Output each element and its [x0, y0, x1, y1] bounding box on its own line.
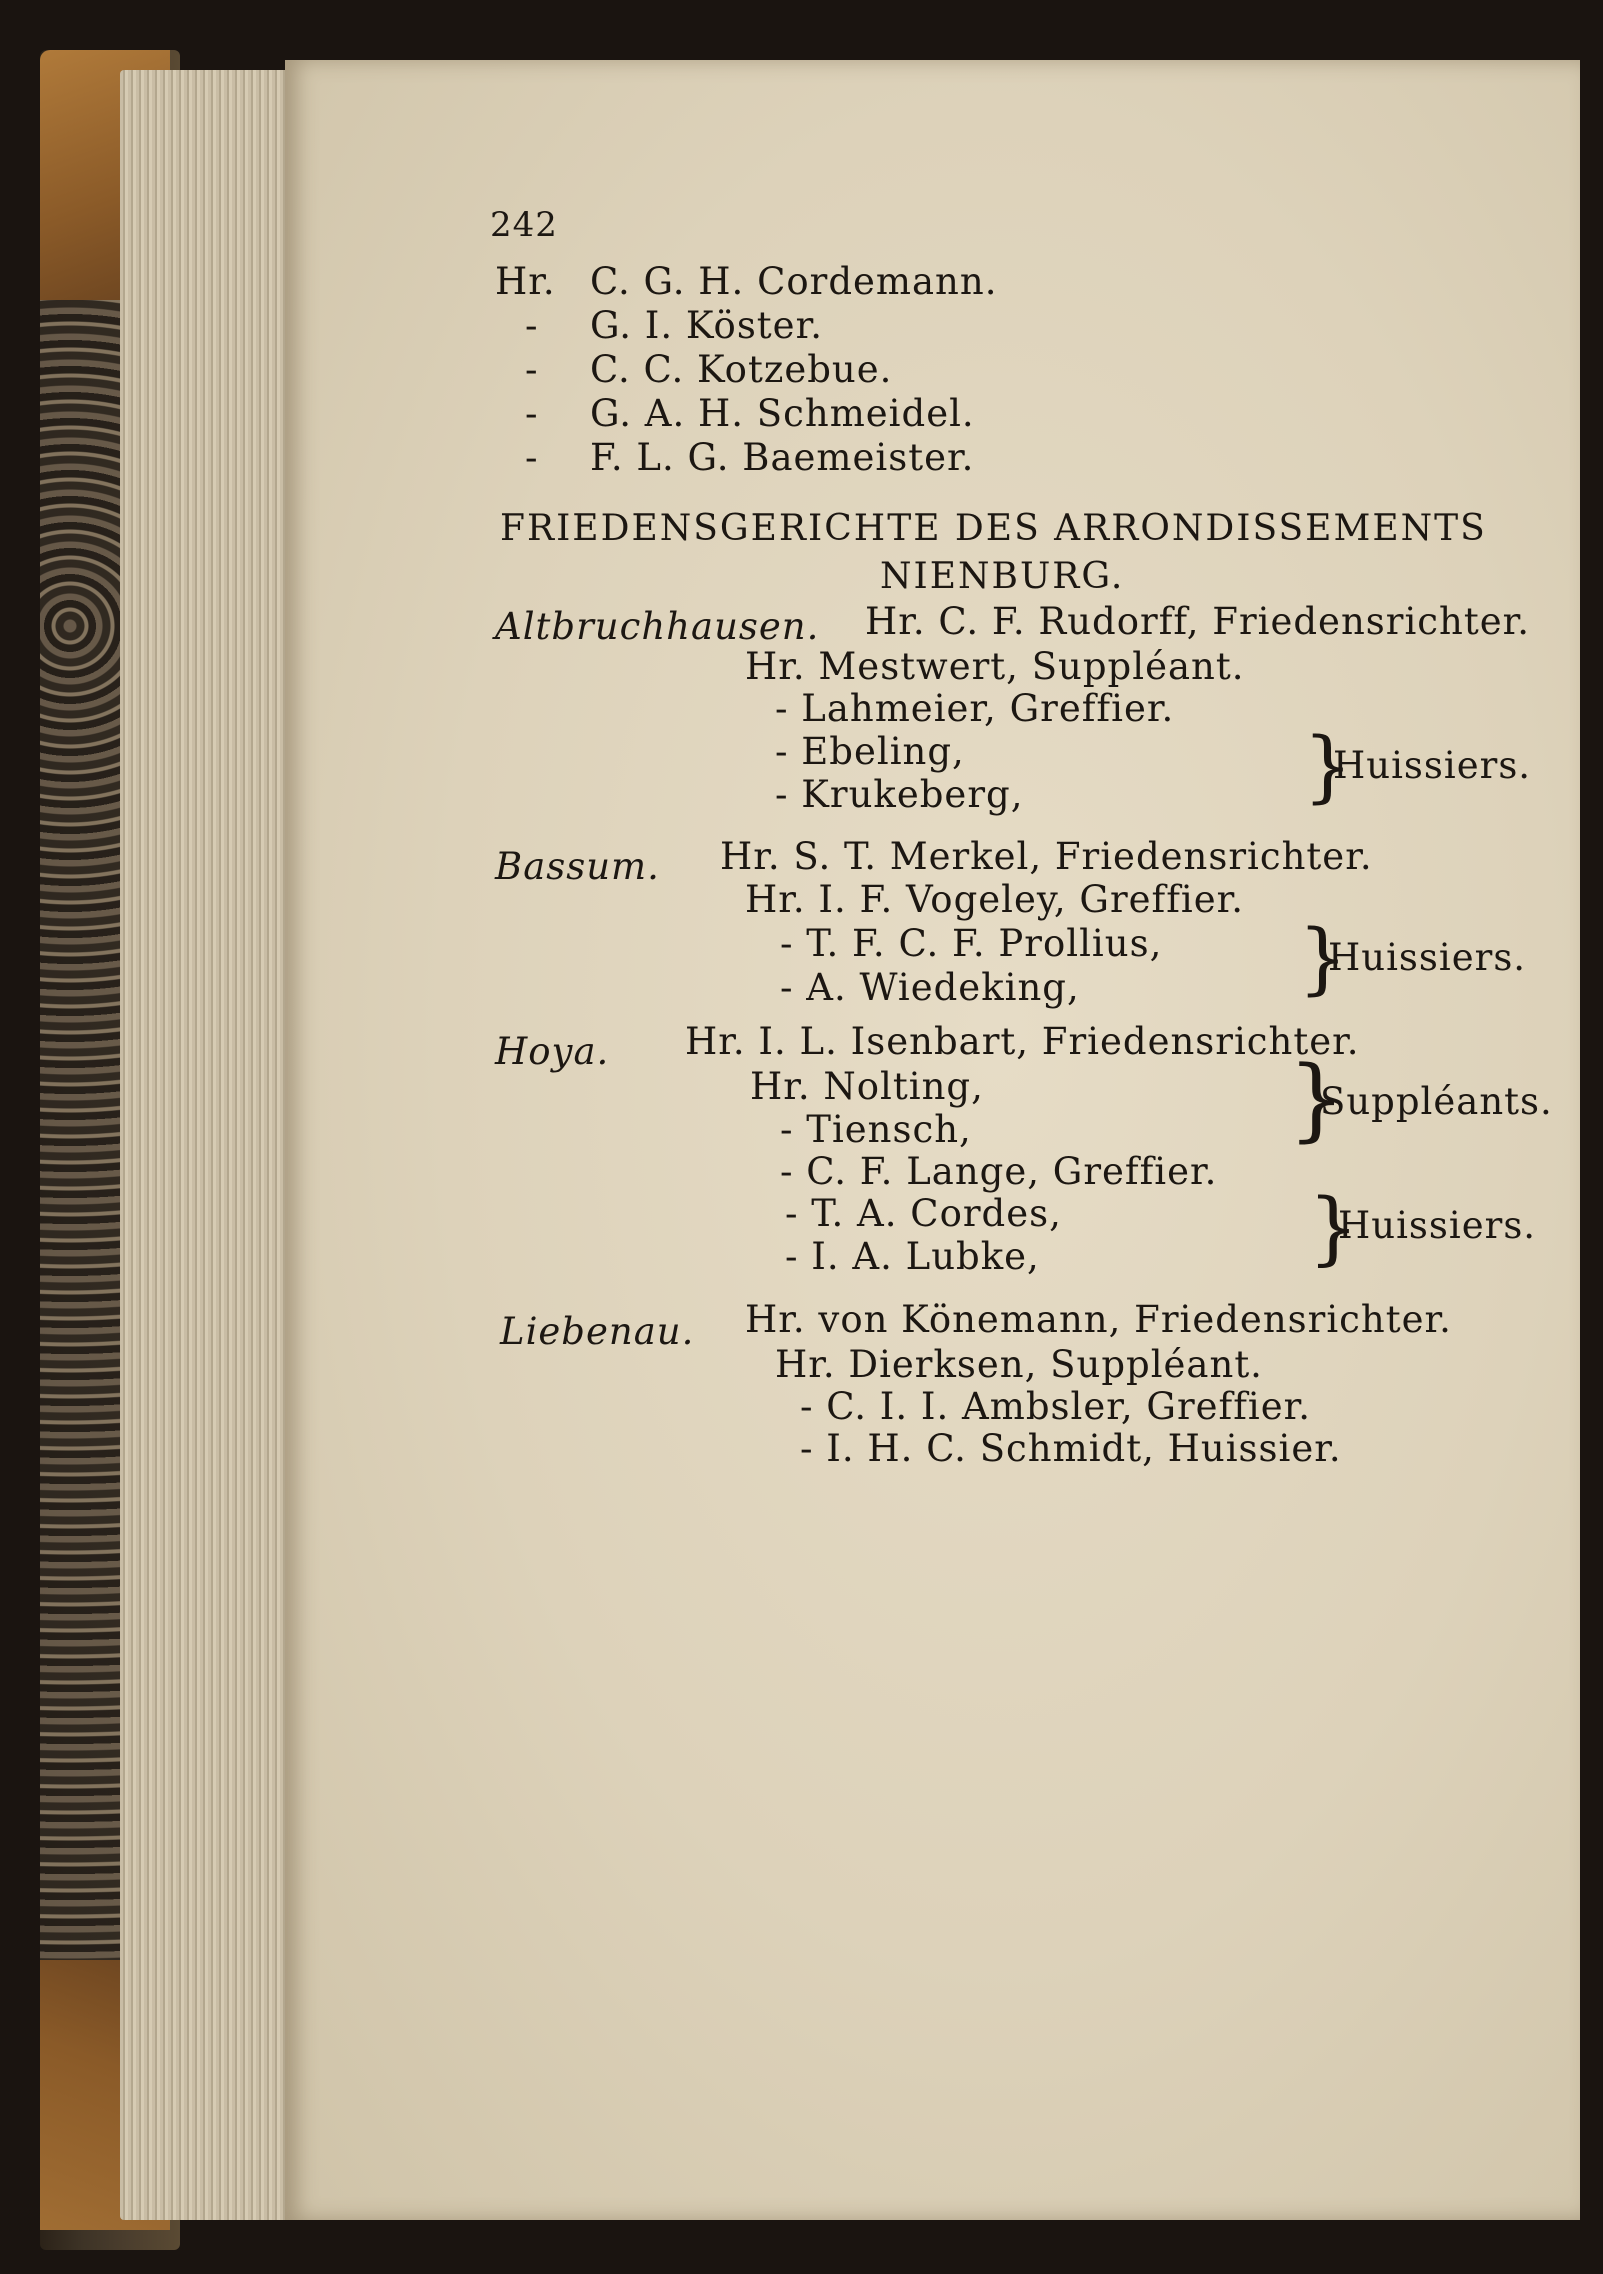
page-number: 242 [490, 205, 558, 245]
entry-line: - Ebeling, [775, 730, 965, 773]
book-page [285, 60, 1580, 2220]
list-item-prefix: Hr. [495, 260, 556, 303]
place-name: Liebenau. [500, 1310, 695, 1353]
brace-icon: } [1303, 722, 1353, 812]
list-item: G. A. H. Schmeidel. [590, 392, 975, 435]
group-label: Huissiers. [1328, 936, 1527, 979]
entry-line: - I. A. Lubke, [785, 1235, 1040, 1278]
entry-line: Hr. Mestwert, Suppléant. [745, 645, 1245, 688]
entry-line: - Krukeberg, [775, 773, 1024, 816]
entry-line: Hr. Dierksen, Suppléant. [775, 1343, 1263, 1386]
entry-head: Hr. S. T. Merkel, Friedensrichter. [720, 835, 1373, 878]
group-label: Huissiers. [1333, 744, 1532, 787]
entry-head: Hr. von Könemann, Friedensrichter. [745, 1298, 1452, 1341]
list-item-prefix: - [525, 392, 539, 435]
list-item-prefix: - [525, 436, 539, 479]
page-edges [120, 70, 300, 2220]
place-name: Altbruchhausen. [495, 605, 820, 648]
section-heading-sub: NIENBURG. [880, 556, 1125, 597]
section-heading: FRIEDENSGERICHTE DES ARRONDISSEMENTS [500, 508, 1487, 549]
entry-line: - A. Wiedeking, [780, 966, 1080, 1009]
brace-icon: } [1298, 914, 1348, 1004]
entry-line: - Lahmeier, Greffier. [775, 687, 1175, 730]
entry-line: - C. F. Lange, Greffier. [780, 1150, 1218, 1193]
brace-icon: } [1288, 1047, 1346, 1152]
entry-line: - Tiensch, [780, 1108, 972, 1151]
entry-head: Hr. C. F. Rudorff, Friedensrichter. [865, 600, 1530, 643]
list-item: F. L. G. Baemeister. [590, 436, 975, 479]
entry-head: Hr. I. L. Isenbart, Friedensrichter. [685, 1020, 1360, 1063]
brace-icon: } [1308, 1181, 1359, 1274]
entry-line: - T. F. C. F. Prollius, [780, 922, 1163, 965]
entry-line: - T. A. Cordes, [785, 1192, 1062, 1235]
group-label: Suppléants. [1320, 1080, 1553, 1123]
list-item: G. I. Köster. [590, 304, 823, 347]
list-item-prefix: - [525, 304, 539, 347]
place-name: Hoya. [495, 1030, 610, 1073]
entry-line: Hr. Nolting, [750, 1065, 984, 1108]
list-item: C. C. Kotzebue. [590, 348, 893, 391]
entry-line: - C. I. I. Ambsler, Greffier. [800, 1385, 1312, 1428]
group-label: Huissiers. [1338, 1204, 1537, 1247]
list-item: C. G. H. Cordemann. [590, 260, 998, 303]
entry-line: - I. H. C. Schmidt, Huissier. [800, 1427, 1342, 1470]
place-name: Bassum. [495, 845, 660, 888]
entry-line: Hr. I. F. Vogeley, Greffier. [745, 878, 1245, 921]
list-item-prefix: - [525, 348, 539, 391]
